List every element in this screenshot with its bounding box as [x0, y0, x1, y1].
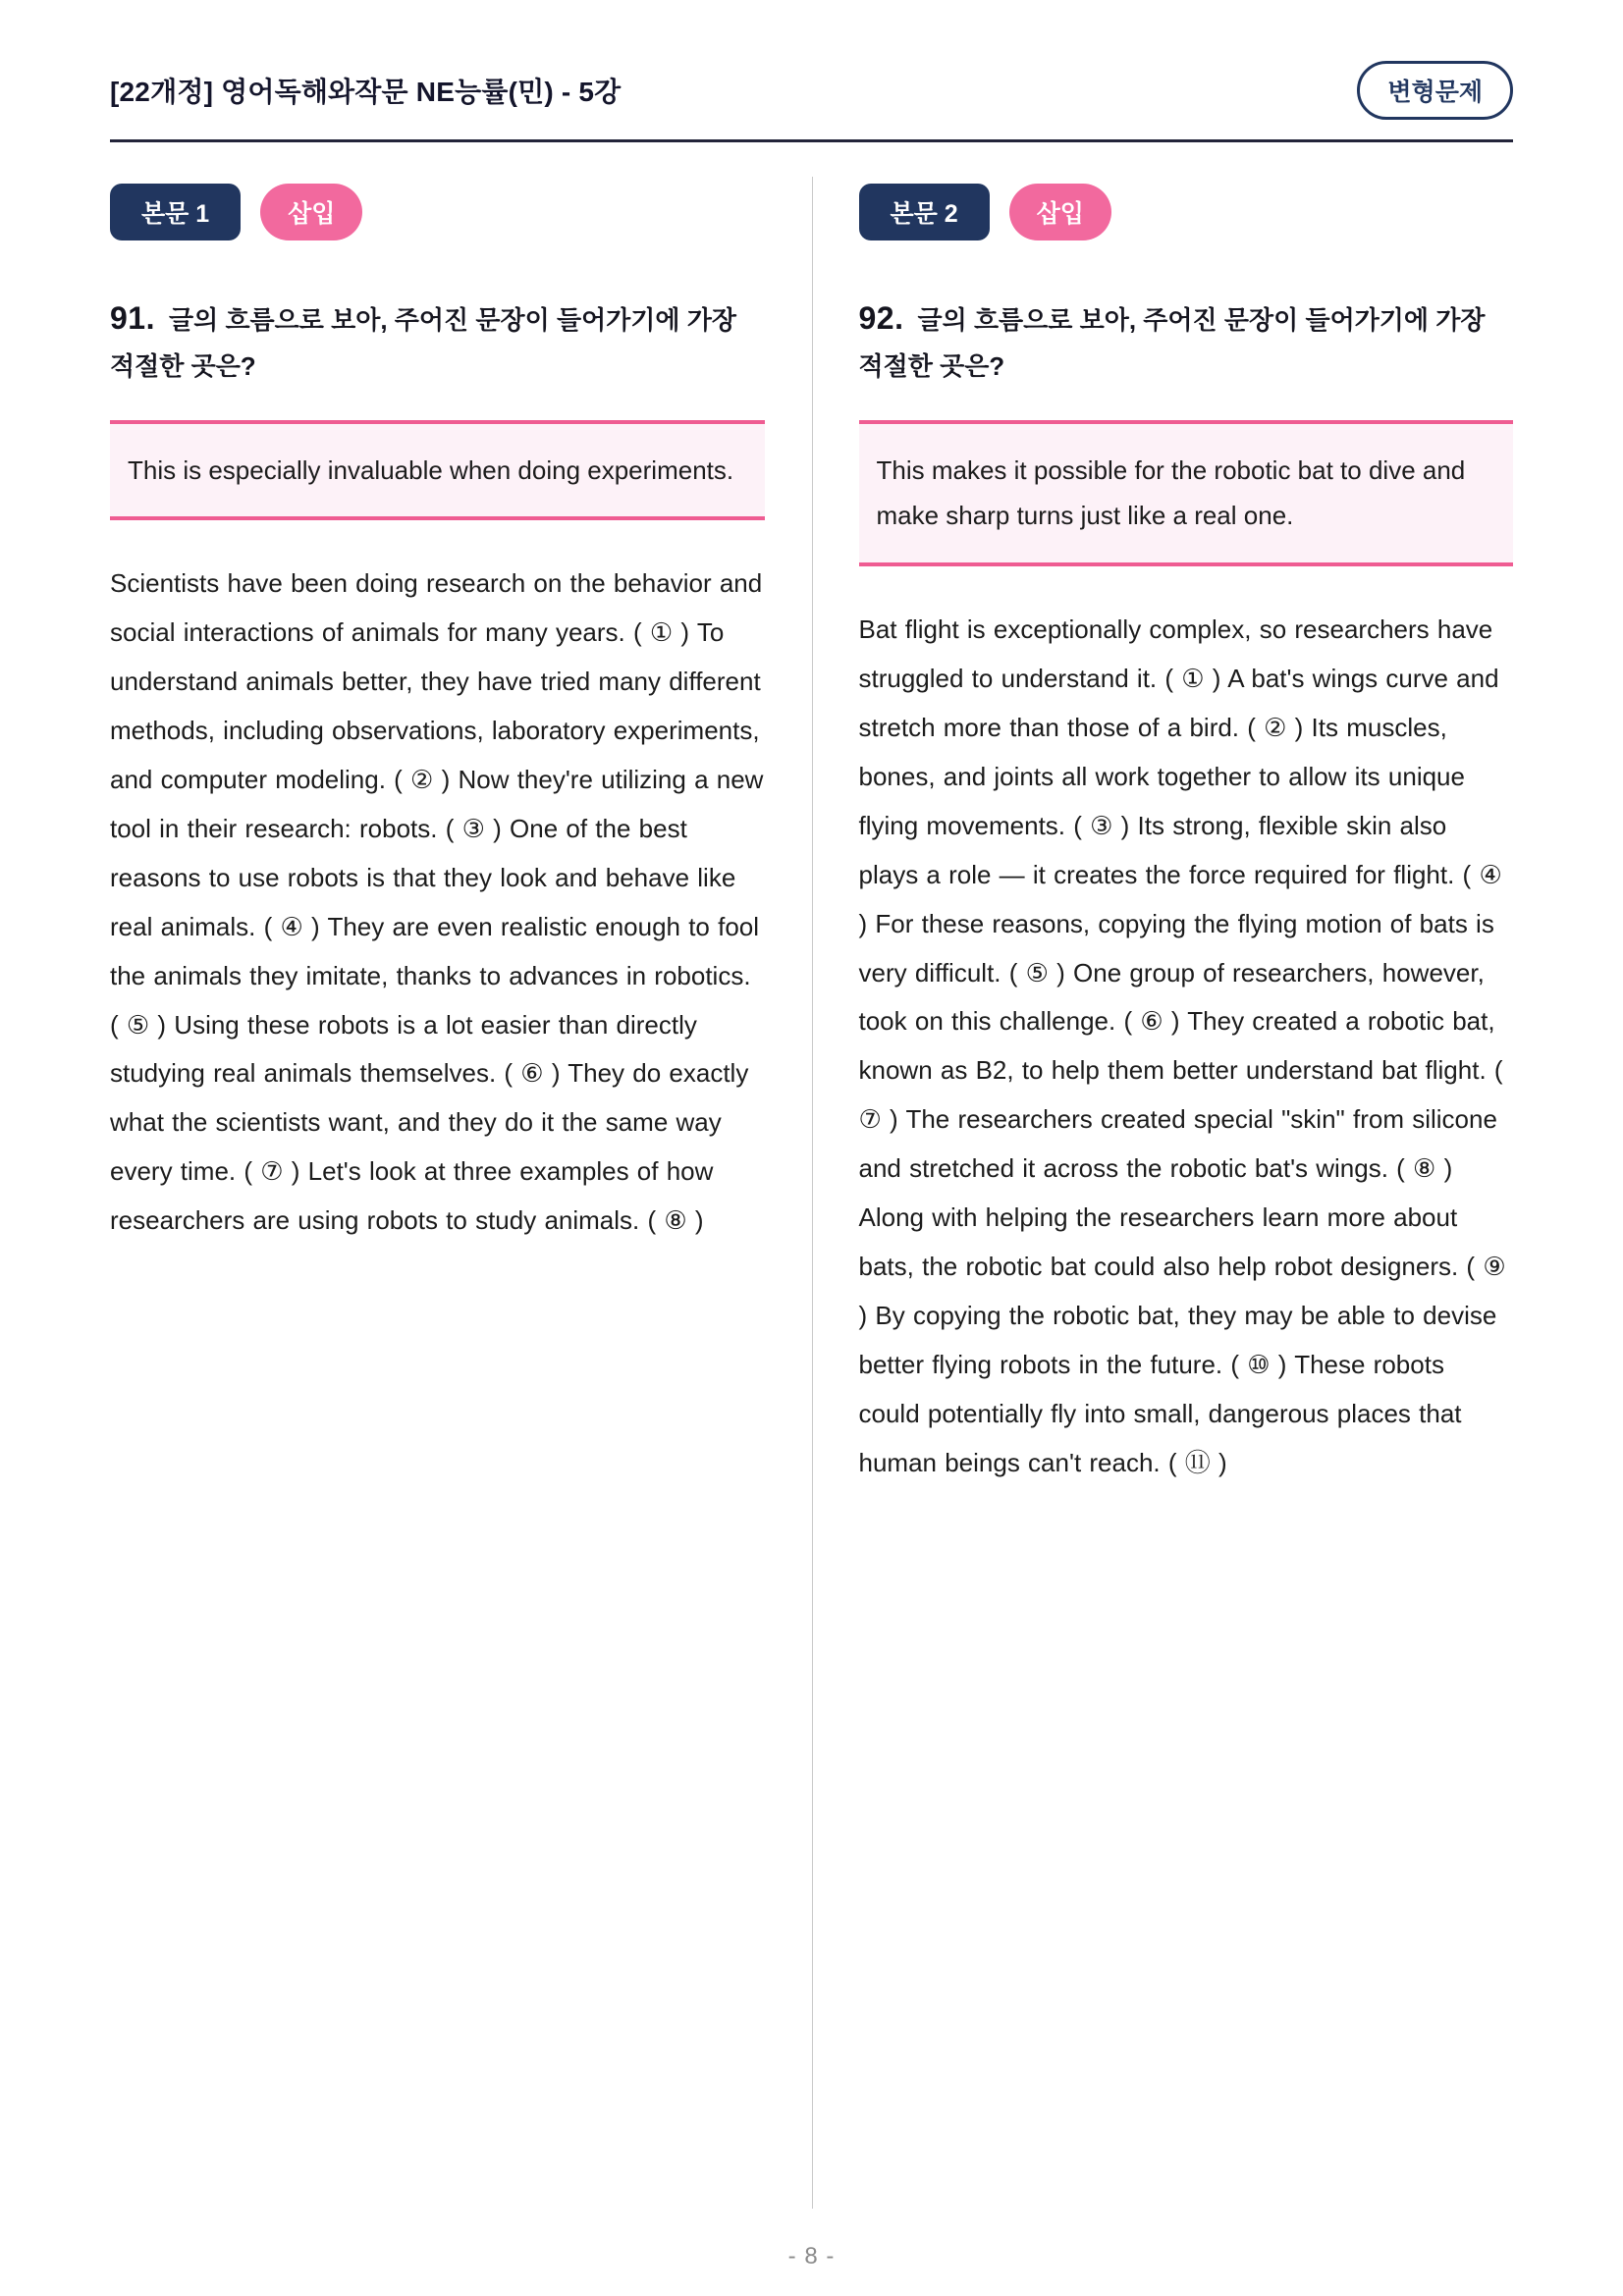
column-divider	[812, 177, 813, 2209]
question-number: 92.	[858, 300, 904, 336]
question-column-2	[859, 184, 1514, 1487]
header-badge: 변형문제	[1357, 61, 1513, 120]
question-prompt	[110, 292, 765, 389]
insert-sentence-text: This makes it possible for the robotic bat to dive and make sharp turns just like a real one.	[876, 454, 1466, 531]
page-number: - 8 -	[787, 2243, 836, 2269]
badge-row	[110, 184, 765, 240]
question-column-1	[110, 184, 765, 1487]
question-number: 91.	[110, 300, 155, 336]
passage-text: Scientists have been doing research on the behavior and social interactions of animals for many years. ( ① ) To understand animals better, they have tried many different methods, including observations, laboratory experiments, and computer modeling. ( ② ) Now they're utilizing a new tool in their research: robots. ( ③ ) One of the best reasons to use robots is that they look and behave like real animals. ( ④ ) They are even realistic enough to fool the animals they imitate, thanks to advances in robotics. ( ⑤ ) Using these robots is a lot easier than directly studying real animals themselves. ( ⑥ ) They do exactly what the scientists want, and they do it the same way every time. ( ⑦ ) Let's look at three examples of how researchers are using robots to study animals. ( ⑧ )	[110, 568, 764, 1236]
question-prompt	[859, 292, 1514, 389]
question-prompt-text: 글의 흐름으로 보아, 주어진 문장이 들어가기에 가장 적절한 곳은?	[110, 305, 736, 382]
type-badge: 삽입	[260, 184, 362, 240]
page-title: [22개정] 영어독해와작문 NE능률(민) - 5강	[110, 77, 622, 107]
question-prompt-text: 글의 흐름으로 보아, 주어진 문장이 들어가기에 가장 적절한 곳은?	[858, 305, 1486, 382]
insert-sentence-text: This is especially invaluable when doing experiments.	[128, 454, 734, 485]
type-badge: 삽입	[1009, 184, 1111, 240]
insert-sentence-box	[859, 420, 1514, 567]
insert-sentence-box	[110, 420, 765, 521]
section-badge: 본문 2	[859, 184, 990, 240]
page-header	[0, 0, 1623, 120]
badge-row	[859, 184, 1514, 240]
section-badge: 본문 1	[110, 184, 241, 240]
passage-text: Bat flight is exceptionally complex, so researchers have struggled to understand it. ( ① ) A bat's wings curve and stretch more than those of a bird. ( ② ) Its muscles, bones, and joints all work together to allow its unique flying movements. ( ③ ) Its strong, flexible skin also plays a role — it creates the force required for flight. ( ④ ) For these reasons, copying the flying motion of bats is very difficult. ( ⑤ ) One group of researchers, however, took on this challenge. ( ⑥ ) They created a robotic bat, known as B2, to help them better understand bat flight. ( ⑦ ) The researchers created special "skin" from silicone and stretched it across the robotic bat's wings. ( ⑧ ) Along with helping the researchers learn more about bats, the robotic bat could also help robot designers. ( ⑨ ) By copying the robotic bat, they may be able to devise better flying robots in the future. ( ⑩ ) These robots could potentially fly into small, dangerous places that human beings can't reach. ( ⑪ )	[858, 614, 1506, 1477]
